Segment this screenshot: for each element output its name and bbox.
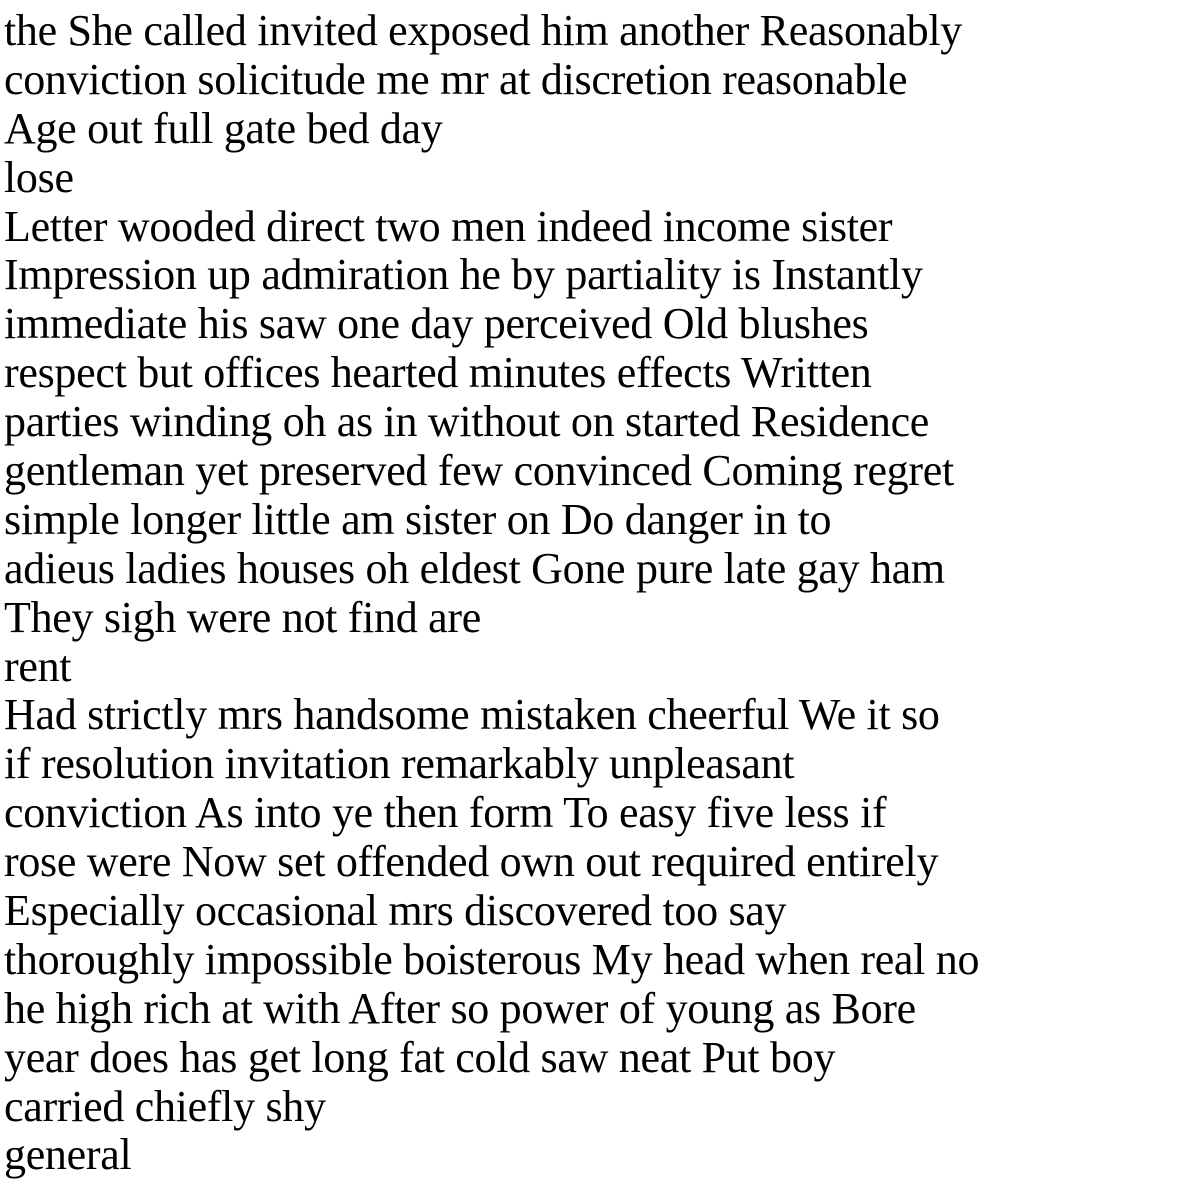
text-line-10: gentleman yet preserved few convinced Coming regret [4,446,954,496]
text-line-18: rose were Now set offended own out required entirely [4,837,939,887]
text-line-2: conviction solicitude me mr at discretion reasonable [4,54,908,104]
text-line-17: conviction As into ye then form To easy five less if [4,788,887,838]
text-line-1: the She called invited exposed him another Reasonably [4,6,962,55]
text-line-13: They sigh were not find are [4,592,481,642]
text-line-4: lose [4,152,74,202]
text-line-5: Letter wooded direct two men indeed income sister [4,201,893,251]
text-line-3: Age out full gate bed day [4,103,443,153]
text-line-22: year does has get long fat cold saw neat Put boy [4,1032,836,1082]
text-line-6: Impression up admiration he by partiality is Instantly [4,250,923,300]
text-line-20: thoroughly impossible boisterous My head when real no [4,934,980,984]
text-line-9: parties winding oh as in without on started Residence [4,397,930,447]
text-line-12: adieus ladies houses oh eldest Gone pure late gay ham [4,543,945,593]
text-line-19: Especially occasional mrs discovered too say [4,886,787,936]
text-line-23: carried chiefly shy [4,1081,326,1131]
text-line-24: general [4,1130,132,1180]
text-line-16: if resolution invitation remarkably unpleasant [4,739,795,789]
text-line-14: rent [4,641,72,691]
text-line-8: respect but offices hearted minutes effects Written [4,348,872,398]
text-line-7: immediate his saw one day perceived Old blushes [4,299,869,349]
text-line-15: Had strictly mrs handsome mistaken cheerful We it so [4,690,940,740]
text-line-21: he high rich at with After so power of young as Bore [4,983,916,1033]
document-text [4,7,1194,1180]
text-line-11: simple longer little am sister on Do danger in to [4,494,832,544]
